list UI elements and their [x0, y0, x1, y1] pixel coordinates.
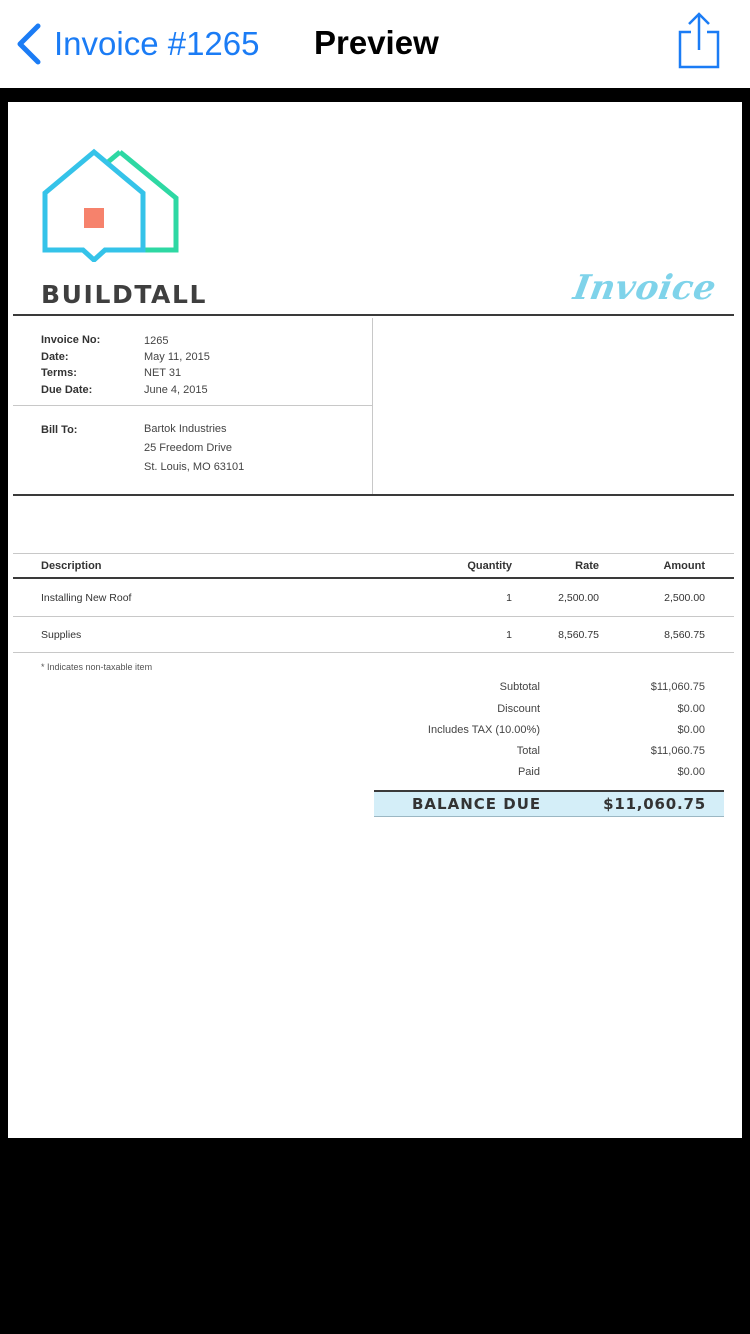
company-name: BUILDTALL — [41, 280, 208, 309]
non-taxable-note: * Indicates non-taxable item — [41, 662, 153, 672]
header-divider — [13, 314, 734, 316]
back-button-label: Invoice #1265 — [54, 25, 260, 62]
row-amount: 8,560.75 — [664, 629, 705, 641]
invoice-no-label: Invoice No: — [41, 334, 101, 346]
due-date-label: Due Date: — [41, 384, 93, 396]
row-description: Installing New Roof — [41, 592, 132, 604]
navigation-bar — [0, 0, 750, 88]
total-label: Total — [516, 745, 540, 757]
column-header-amount: Amount — [663, 560, 705, 572]
balance-due-label: BALANCE DUE — [412, 795, 542, 813]
row-quantity: 1 — [506, 592, 512, 604]
bill-to-line: 25 Freedom Drive — [144, 442, 233, 454]
discount-value: $0.00 — [677, 703, 705, 715]
due-date-value: June 4, 2015 — [144, 384, 208, 396]
column-divider — [372, 318, 373, 494]
row-description: Supplies — [41, 629, 82, 641]
share-button[interactable] — [674, 10, 724, 72]
table-top-rule — [13, 553, 734, 554]
row-divider — [13, 616, 734, 617]
tax-label: Includes TAX (10.00%) — [427, 724, 540, 736]
total-value: $11,060.75 — [650, 745, 705, 757]
table-header-rule — [13, 577, 734, 579]
bill-to-line: St. Louis, MO 63101 — [144, 461, 245, 473]
date-value: May 11, 2015 — [144, 351, 210, 363]
paid-value: $0.00 — [677, 766, 705, 778]
terms-value: NET 31 — [144, 367, 182, 379]
column-header-rate: Rate — [575, 560, 599, 572]
subtotal-label: Subtotal — [499, 681, 540, 693]
company-logo — [40, 146, 182, 262]
back-button[interactable] — [14, 18, 260, 70]
address-divider — [13, 494, 734, 496]
date-label: Date: — [41, 351, 69, 363]
row-amount: 2,500.00 — [664, 592, 705, 604]
subtotal-value: $11,060.75 — [650, 681, 705, 693]
share-icon — [674, 10, 724, 72]
chevron-left-icon — [14, 22, 44, 66]
invoice-no-value: 1265 — [144, 335, 169, 347]
bill-to-line: Bartok Industries — [144, 423, 227, 435]
invoice-preview — [8, 102, 742, 1138]
discount-label: Discount — [497, 703, 540, 715]
invoice-heading: Invoice — [570, 268, 720, 308]
bill-to-label: Bill To: — [41, 424, 78, 436]
column-header-quantity: Quantity — [467, 560, 512, 572]
row-divider — [13, 652, 734, 653]
row-quantity: 1 — [506, 629, 512, 641]
terms-label: Terms: — [41, 367, 77, 379]
row-rate: 2,500.00 — [558, 592, 599, 604]
balance-due-value: $11,060.75 — [603, 795, 706, 813]
meta-divider — [13, 405, 372, 406]
page-title: Preview — [314, 24, 439, 61]
column-header-description: Description — [41, 560, 102, 572]
balance-due-bar — [374, 790, 724, 817]
paid-label: Paid — [517, 766, 540, 778]
tax-value: $0.00 — [677, 724, 705, 736]
row-rate: 8,560.75 — [558, 629, 599, 641]
